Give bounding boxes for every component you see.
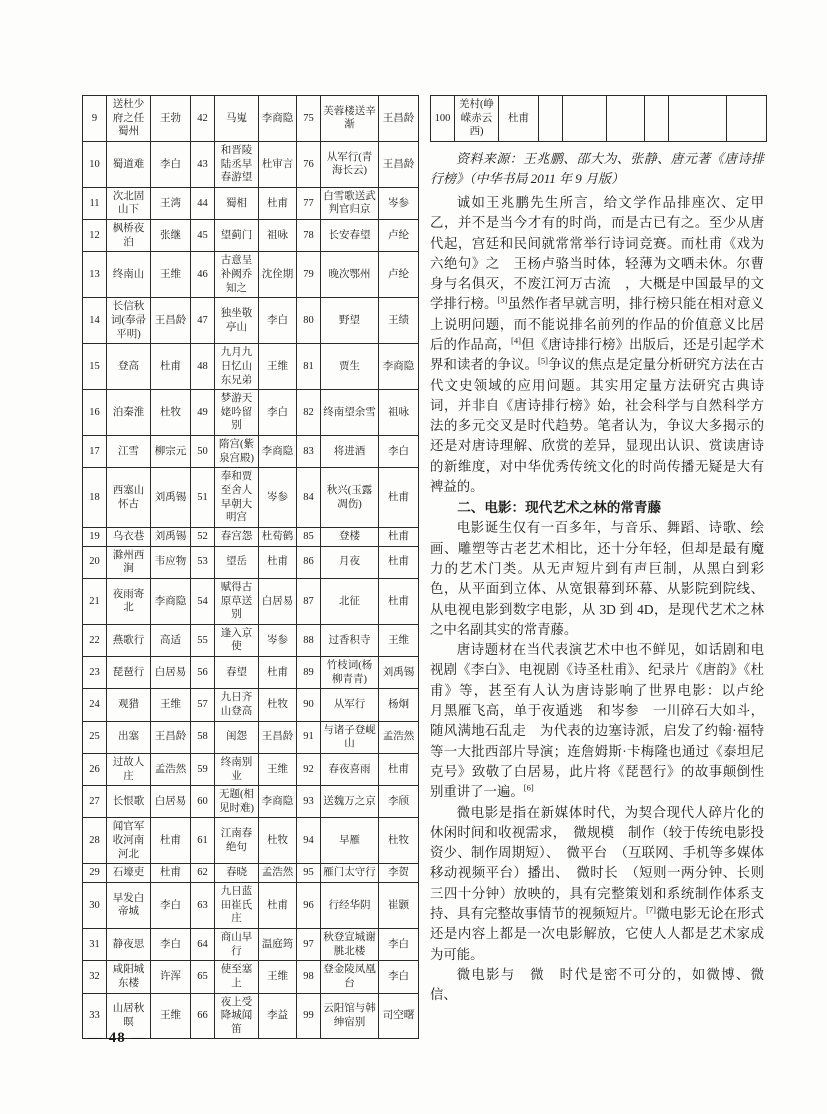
poet-cell: 孟浩然 <box>259 864 297 883</box>
poet-cell: 刘禹锡 <box>151 527 191 546</box>
rank-cell: 23 <box>83 657 107 689</box>
poem-title-cell: 闻官军收河南河北 <box>107 818 151 864</box>
poem-title-cell: 奉和贾至舍人早朝大明宫 <box>215 468 259 528</box>
poem-title-cell: 过香积寺 <box>321 624 379 656</box>
poem-title-cell: 从军行 <box>321 689 379 721</box>
poet-cell: 孟浩然 <box>151 753 191 785</box>
poet-cell: 杜甫 <box>379 753 419 785</box>
rank-cell: 99 <box>297 993 321 1039</box>
rank-cell: 95 <box>297 864 321 883</box>
rank-cell: 32 <box>83 961 107 993</box>
poet-cell: 李商隐 <box>259 96 297 142</box>
table-row <box>83 344 419 390</box>
rank-cell: 58 <box>191 721 215 753</box>
poet-cell: 王昌龄 <box>151 298 191 344</box>
poet-cell: 温庭筠 <box>259 928 297 960</box>
poet-cell: 韦应物 <box>151 546 191 578</box>
poet-cell: 杜甫 <box>379 468 419 528</box>
poem-title-cell: 与诸子登岘山 <box>321 721 379 753</box>
poem-title-cell: 云阳馆与韩绅宿别 <box>321 993 379 1039</box>
rank-cell <box>539 96 563 142</box>
rank-cell: 85 <box>297 527 321 546</box>
poem-title-cell: 芙蓉楼送辛渐 <box>321 96 379 142</box>
body-paragraph: 电影诞生仅有一百多年，与音乐、舞蹈、诗歌、绘画、雕塑等古老艺术相比，还十分年轻，但却是最有魔力的艺术门类。从无声短片到有声巨制，从黑白到彩色，从平面到立体、从宽银幕到环幕、从影院到院线、从电视电影到数字电影，从 3D 到 4D，是现代艺术之林之中名副其实的常青藤。 <box>430 520 764 637</box>
rank-cell: 20 <box>83 546 107 578</box>
poet-cell: 杜牧 <box>379 818 419 864</box>
poet-cell: 王维 <box>151 252 191 298</box>
footnote-ref: [5] <box>538 355 548 366</box>
rank-cell: 13 <box>83 252 107 298</box>
table-row <box>83 527 419 546</box>
body-paragraph: 微电影与 微 时代是密不可分的，如微博、微信、 <box>430 966 764 1003</box>
poet-cell: 张继 <box>151 220 191 252</box>
poet-cell: 杜甫 <box>151 818 191 864</box>
poem-title-cell: 使至塞上 <box>215 961 259 993</box>
poet-cell: 刘禹锡 <box>379 657 419 689</box>
rank-cell: 63 <box>191 883 215 929</box>
rank-cell: 54 <box>191 578 215 624</box>
rank-cell: 81 <box>297 344 321 390</box>
poem-title-cell: 赋得古原草送别 <box>215 578 259 624</box>
poem-title-cell: 春宫怨 <box>215 527 259 546</box>
rank-cell: 43 <box>191 141 215 187</box>
article-body <box>430 193 778 1006</box>
rank-cell: 78 <box>297 220 321 252</box>
poet-cell: 李商隐 <box>379 344 419 390</box>
poet-cell <box>607 96 645 142</box>
rank-cell: 42 <box>191 96 215 142</box>
poem-title-cell: 从军行(青海长云) <box>321 141 379 187</box>
footnote-ref: [4] <box>511 335 521 346</box>
poem-title-cell: 长信秋词(奉帚平明) <box>107 298 151 344</box>
rank-cell: 27 <box>83 786 107 818</box>
rank-cell: 33 <box>83 993 107 1039</box>
poem-title-cell: 无题(相见时难) <box>215 786 259 818</box>
rank-cell: 56 <box>191 657 215 689</box>
rank-cell: 90 <box>297 689 321 721</box>
rank-cell: 79 <box>297 252 321 298</box>
poet-cell: 杜甫 <box>151 344 191 390</box>
rank-cell: 89 <box>297 657 321 689</box>
rank-cell: 22 <box>83 624 107 656</box>
poet-cell: 杜甫 <box>259 546 297 578</box>
poet-cell: 杜甫 <box>259 187 297 219</box>
rank-cell: 49 <box>191 390 215 436</box>
poem-title-cell: 竹枝词(杨柳青青) <box>321 657 379 689</box>
poet-cell: 杜甫 <box>379 527 419 546</box>
table-row <box>83 657 419 689</box>
rank-cell: 97 <box>297 928 321 960</box>
poem-title-cell: 长安春望 <box>321 220 379 252</box>
rank-cell: 62 <box>191 864 215 883</box>
table-row <box>83 786 419 818</box>
poet-cell: 李白 <box>151 928 191 960</box>
poem-title-cell: 白雪歌送武判官归京 <box>321 187 379 219</box>
poem-ranking-table <box>82 95 419 1039</box>
poet-cell: 卢纶 <box>379 252 419 298</box>
poem-title-cell: 商山早行 <box>215 928 259 960</box>
poet-cell: 李商隐 <box>259 786 297 818</box>
poem-title-cell <box>669 96 727 142</box>
poem-title-cell: 和晋陵陆丞早春游望 <box>215 141 259 187</box>
rank-cell: 9 <box>83 96 107 142</box>
poet-cell: 李商隐 <box>259 436 297 468</box>
poet-cell: 李商隐 <box>151 578 191 624</box>
poet-cell: 王维 <box>259 344 297 390</box>
rank-cell: 30 <box>83 883 107 929</box>
poet-cell: 祖咏 <box>379 390 419 436</box>
poet-cell: 王维 <box>151 689 191 721</box>
poet-cell: 李白 <box>151 141 191 187</box>
rank-cell: 51 <box>191 468 215 528</box>
poem-title-cell: 长恨歌 <box>107 786 151 818</box>
poet-cell: 王绩 <box>379 298 419 344</box>
poet-cell: 李颀 <box>379 786 419 818</box>
body-paragraph: 微电影是指在新媒体时代，为契合现代人碎片化的休闲时间和收视需求， 微规模 制作（较于传统电影投资少、制作周期短）、 微平台 （互联网、手机等多媒体移动视频平台）播出、 微时长 （短则一两分钟、长则三四十分钟）放映的，具有完整策划和系统制作体系支持、具有完整故事情节的视频短片。[7]微电影无论在形式还是内容上都是一次电影解放，它使人人都是艺术家成为可能。 <box>430 804 765 962</box>
table-row <box>83 546 419 578</box>
rank-cell: 57 <box>191 689 215 721</box>
rank-cell: 92 <box>297 753 321 785</box>
poem-title-cell: 独坐敬亭山 <box>215 298 259 344</box>
rank-cell: 15 <box>83 344 107 390</box>
rank-cell: 82 <box>297 390 321 436</box>
poet-cell: 王维 <box>259 961 297 993</box>
rank-cell: 45 <box>191 220 215 252</box>
poet-cell: 沈佺期 <box>259 252 297 298</box>
poet-cell: 许浑 <box>151 961 191 993</box>
poet-cell: 杜牧 <box>151 390 191 436</box>
poem-title-cell: 雁门太守行 <box>321 864 379 883</box>
table-row <box>83 753 419 785</box>
table-row <box>83 883 419 929</box>
poet-cell: 崔颢 <box>379 883 419 929</box>
poem-title-cell: 咸阳城东楼 <box>107 961 151 993</box>
rank-cell: 10 <box>83 141 107 187</box>
source-note: 资料来源：王兆鹏、邵大为、张静、唐元著《唐诗排行榜》（中华书局 2011 年 9 月版） <box>430 150 764 186</box>
poet-cell: 李白 <box>379 961 419 993</box>
poet-cell: 王昌龄 <box>379 96 419 142</box>
table-row <box>83 624 419 656</box>
table-row <box>83 818 419 864</box>
rank-cell: 65 <box>191 961 215 993</box>
poem-title-cell: 望岳 <box>215 546 259 578</box>
poet-cell: 王昌龄 <box>259 721 297 753</box>
rank-cell <box>645 96 669 142</box>
poem-title-cell: 乌衣巷 <box>107 527 151 546</box>
poem-title-cell: 月夜 <box>321 546 379 578</box>
poem-title-cell: 行经华阴 <box>321 883 379 929</box>
table-row <box>83 928 419 960</box>
poet-cell: 李白 <box>379 436 419 468</box>
rank-cell: 46 <box>191 252 215 298</box>
rank-cell: 28 <box>83 818 107 864</box>
poet-cell: 刘禹锡 <box>151 468 191 528</box>
rank-cell: 87 <box>297 578 321 624</box>
table-row <box>83 721 419 753</box>
table-row <box>83 96 419 142</box>
rank-cell: 53 <box>191 546 215 578</box>
rank-cell: 24 <box>83 689 107 721</box>
poem-title-cell: 终南望余雪 <box>321 390 379 436</box>
footnote-ref: [6] <box>523 782 534 793</box>
rank-cell: 25 <box>83 721 107 753</box>
rank-cell: 26 <box>83 753 107 785</box>
rank-cell: 86 <box>297 546 321 578</box>
poem-title-cell: 秋兴(玉露凋伤) <box>321 468 379 528</box>
poet-cell: 司空曙 <box>379 993 419 1039</box>
poem-title-cell: 登高 <box>107 344 151 390</box>
poem-title-cell: 枫桥夜泊 <box>107 220 151 252</box>
poet-cell: 杜牧 <box>259 818 297 864</box>
footnote-ref: [7] <box>646 904 656 915</box>
table-row <box>83 961 419 993</box>
poet-cell: 王维 <box>259 753 297 785</box>
table-row <box>83 220 419 252</box>
poem-title-cell: 登金陵凤凰台 <box>321 961 379 993</box>
rank-cell: 61 <box>191 818 215 864</box>
poet-cell: 杜牧 <box>259 689 297 721</box>
body-paragraph: 唐诗题材在当代表演艺术中也不鲜见，如话剧和电视剧《李白》、电视剧《诗圣杜甫》、纪录片《唐韵》《杜甫》等，甚至有人认为唐诗影响了世界电影：以卢纶 月黑雁飞高，单于夜遁逃 和岑参 一川碎石大如斗，随风满地石乱走 为代表的边塞诗派，启发了约翰·福特等一大批西部片导演；连詹姆斯·卡梅隆也通过《泰坦尼克号》致敬了白居易，此片将《琵琶行》的故事颠倒性别重讲了一遍。[6] <box>430 642 778 800</box>
poem-title-cell: 过故人庄 <box>107 753 151 785</box>
poem-title-cell: 隋宫(紫泉宫殿) <box>215 436 259 468</box>
poem-title-cell: 石壕吏 <box>107 864 151 883</box>
rank-cell: 84 <box>297 468 321 528</box>
rank-cell: 18 <box>83 468 107 528</box>
rank-cell: 75 <box>297 96 321 142</box>
rank-cell: 60 <box>191 786 215 818</box>
poet-cell: 孟浩然 <box>379 721 419 753</box>
rank-cell: 83 <box>297 436 321 468</box>
poem-title-cell: 羌村(峥嵘赤云西) <box>455 96 499 142</box>
poet-cell: 杜甫 <box>259 657 297 689</box>
rank-cell: 14 <box>83 298 107 344</box>
poem-title-cell: 江南春绝句 <box>215 818 259 864</box>
poem-title-cell: 夜上受降城闻笛 <box>215 993 259 1039</box>
table-row <box>83 468 419 528</box>
poem-title-cell: 送魏万之京 <box>321 786 379 818</box>
poem-title-cell: 蜀道难 <box>107 141 151 187</box>
poet-cell: 高适 <box>151 624 191 656</box>
poem-title-cell: 春夜喜雨 <box>321 753 379 785</box>
poet-cell: 李贺 <box>379 864 419 883</box>
poet-cell <box>727 96 767 142</box>
poem-title-cell: 观猎 <box>107 689 151 721</box>
poem-title-cell: 蜀相 <box>215 187 259 219</box>
poet-cell: 卢纶 <box>379 220 419 252</box>
rank-cell: 52 <box>191 527 215 546</box>
poem-title-cell: 次北固山下 <box>107 187 151 219</box>
table-row <box>83 436 419 468</box>
poet-cell: 岑参 <box>259 624 297 656</box>
poet-cell: 杜荀鹤 <box>259 527 297 546</box>
poet-cell: 杜甫 <box>151 864 191 883</box>
rank-cell: 77 <box>297 187 321 219</box>
poem-title-cell: 夜雨寄北 <box>107 578 151 624</box>
poet-cell: 杨炯 <box>379 689 419 721</box>
rank-cell: 29 <box>83 864 107 883</box>
poem-title-cell: 九日齐山登高 <box>215 689 259 721</box>
poem-title-cell: 闺怨 <box>215 721 259 753</box>
poem-title-cell: 马嵬 <box>215 96 259 142</box>
poet-cell: 杜甫 <box>379 546 419 578</box>
poet-cell: 王昌龄 <box>379 141 419 187</box>
poet-cell: 李白 <box>151 883 191 929</box>
rank-cell: 96 <box>297 883 321 929</box>
poet-cell: 王昌龄 <box>151 721 191 753</box>
poem-title-cell: 九月九日忆山东兄弟 <box>215 344 259 390</box>
poem-title-cell: 春望 <box>215 657 259 689</box>
two-column-layout <box>82 95 778 1039</box>
poet-cell: 李益 <box>259 993 297 1039</box>
poem-title-cell: 秋登宣城谢朓北楼 <box>321 928 379 960</box>
poem-title-cell <box>563 96 607 142</box>
rank-cell: 88 <box>297 624 321 656</box>
rank-cell: 21 <box>83 578 107 624</box>
poem-title-cell: 终南别业 <box>215 753 259 785</box>
rank-cell: 100 <box>431 96 455 142</box>
rank-cell: 66 <box>191 993 215 1039</box>
table-row <box>431 96 767 142</box>
poem-title-cell: 滁州西涧 <box>107 546 151 578</box>
poem-title-cell: 终南山 <box>107 252 151 298</box>
rank-cell: 11 <box>83 187 107 219</box>
table-row <box>83 187 419 219</box>
poet-cell: 王勃 <box>151 96 191 142</box>
poem-title-cell: 西塞山怀古 <box>107 468 151 528</box>
body-paragraph: 诚如王兆鹏先生所言，给文学作品排座次、定甲乙，并不是当今才有的时尚，而是古已有之。至少从唐代起，宫廷和民间就常常举行诗词竞赛。而杜甫《戏为六绝句》之 王杨卢骆当时体，轻薄为文哂未休。尔曹身与名俱灭，不废江河万古流 ，大概是中国最早的文学排行榜。[3]虽然作者早就言明，排行榜只能在相对意义上说明问题，而不能说排名前列的作品的价值意义比居后的作品高，[4]但《唐诗排行榜》出版后，还是引起学术界和读者的争议。[5]争议的焦点是定量分析研究方法在古代文史领域的应用问题。其实用定量方法研究古典诗词，并非自《唐诗排行榜》始，社会科学与自然科学方法的多元交叉是时代趋势。笔者认为，争议大多揭示的还是对唐诗理解、欣赏的差异，显现出认识、赏读唐诗的新维度，对中华优秀传统文化的时尚传播无疑是大有裨益的。 <box>430 194 765 495</box>
poem-title-cell: 望蓟门 <box>215 220 259 252</box>
rank-cell: 64 <box>191 928 215 960</box>
page-number: — 48 — <box>88 1030 147 1046</box>
table-row <box>83 390 419 436</box>
left-column <box>82 95 417 1039</box>
poem-title-cell: 早雁 <box>321 818 379 864</box>
right-column <box>430 95 778 1006</box>
poet-cell: 祖咏 <box>259 220 297 252</box>
rank-cell: 48 <box>191 344 215 390</box>
poet-cell: 王维 <box>379 624 419 656</box>
table-row <box>83 689 419 721</box>
poem-title-cell: 登楼 <box>321 527 379 546</box>
poet-cell: 白居易 <box>151 786 191 818</box>
poet-cell: 李白 <box>379 928 419 960</box>
poet-cell: 杜甫 <box>379 578 419 624</box>
table-row <box>83 578 419 624</box>
ranking-table-continuation <box>430 95 767 142</box>
footnote-ref: [3] <box>497 294 508 305</box>
table-row <box>83 252 419 298</box>
poem-title-cell: 春晓 <box>215 864 259 883</box>
poem-title-cell: 山居秋暝 <box>107 993 151 1039</box>
poem-title-cell: 将进酒 <box>321 436 379 468</box>
poem-title-cell: 江雪 <box>107 436 151 468</box>
rank-cell: 17 <box>83 436 107 468</box>
rank-cell: 98 <box>297 961 321 993</box>
poem-title-cell: 贾生 <box>321 344 379 390</box>
poem-title-cell: 逢入京使 <box>215 624 259 656</box>
table-row <box>83 298 419 344</box>
rank-cell: 93 <box>297 786 321 818</box>
rank-cell: 12 <box>83 220 107 252</box>
poet-cell: 王湾 <box>151 187 191 219</box>
table-row <box>83 864 419 883</box>
poet-cell: 岑参 <box>379 187 419 219</box>
poet-cell: 杜甫 <box>499 96 539 142</box>
poem-title-cell: 北征 <box>321 578 379 624</box>
rank-cell: 76 <box>297 141 321 187</box>
poem-title-cell: 琵琶行 <box>107 657 151 689</box>
poem-title-cell: 泊秦淮 <box>107 390 151 436</box>
rank-cell: 16 <box>83 390 107 436</box>
poet-cell: 岑参 <box>259 468 297 528</box>
poem-title-cell: 静夜思 <box>107 928 151 960</box>
rank-cell: 91 <box>297 721 321 753</box>
poet-cell: 李白 <box>259 298 297 344</box>
poem-title-cell: 燕歌行 <box>107 624 151 656</box>
section-heading: 二、电影：现代艺术之林的常青藤 <box>457 500 662 516</box>
poem-title-cell: 送杜少府之任蜀州 <box>107 96 151 142</box>
poem-title-cell: 晚次鄂州 <box>321 252 379 298</box>
poet-cell: 柳宗元 <box>151 436 191 468</box>
poem-title-cell: 九日蓝田崔氏庄 <box>215 883 259 929</box>
rank-cell: 94 <box>297 818 321 864</box>
rank-cell: 31 <box>83 928 107 960</box>
poem-title-cell: 野望 <box>321 298 379 344</box>
poet-cell: 王维 <box>151 993 191 1039</box>
poet-cell: 白居易 <box>259 578 297 624</box>
rank-cell: 44 <box>191 187 215 219</box>
poet-cell: 李白 <box>259 390 297 436</box>
poem-title-cell: 梦游天姥吟留别 <box>215 390 259 436</box>
poet-cell: 白居易 <box>151 657 191 689</box>
poem-title-cell: 早发白帝城 <box>107 883 151 929</box>
rank-cell: 55 <box>191 624 215 656</box>
rank-cell: 50 <box>191 436 215 468</box>
rank-cell: 80 <box>297 298 321 344</box>
poet-cell: 杜审言 <box>259 141 297 187</box>
poet-cell: 杜甫 <box>259 883 297 929</box>
table-row <box>83 141 419 187</box>
poem-title-cell: 古意呈补阙乔知之 <box>215 252 259 298</box>
rank-cell: 47 <box>191 298 215 344</box>
poem-title-cell: 出塞 <box>107 721 151 753</box>
rank-cell: 59 <box>191 753 215 785</box>
rank-cell: 19 <box>83 527 107 546</box>
